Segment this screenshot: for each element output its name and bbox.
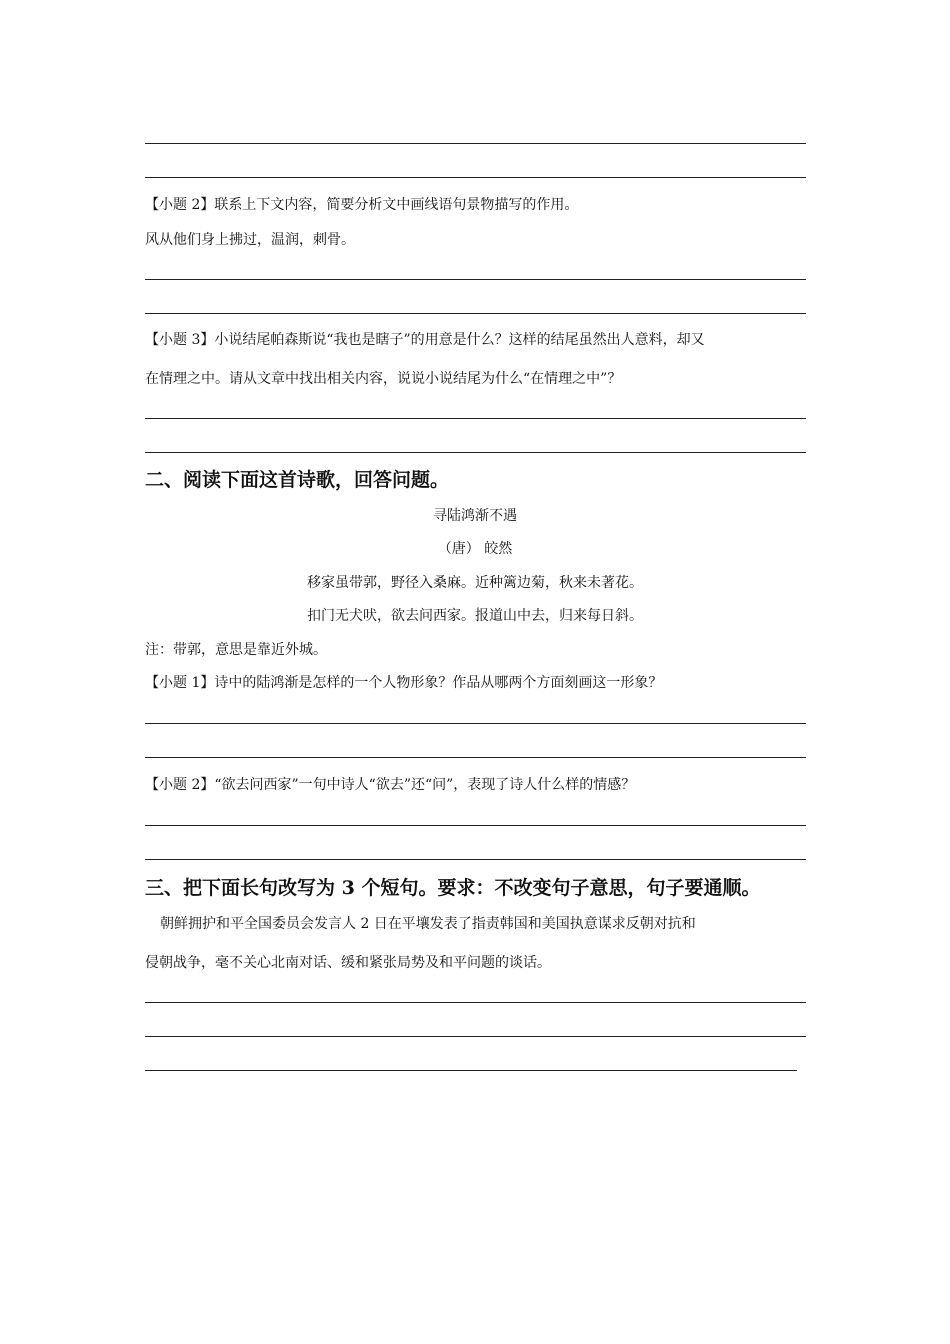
answer-line [145, 418, 806, 419]
poem-author: （唐） 皎然 [437, 541, 513, 557]
question-2-quote: 风从他们身上拂过，温润，刺骨。 [145, 232, 355, 248]
answer-line [145, 757, 806, 758]
answer-line [145, 1002, 806, 1003]
question-3-prompt-line-1: 【小题 3】小说结尾帕森斯说“我也是瞎子”的用意是什么？这样的结尾虽然出人意料，却又 [145, 332, 705, 348]
answer-line [145, 1036, 806, 1037]
answer-line [145, 825, 806, 826]
sentence-paragraph-line-1: 朝鲜拥护和平全国委员会发言人 2 日在平壤发表了指责韩国和美国执意谋求反朝对抗和 [160, 916, 696, 932]
section-3-heading: 三、把下面长句改写为 3 个短句。要求：不改变句子意思，句子要通顺。 [145, 877, 761, 899]
answer-line [145, 143, 806, 144]
answer-line [145, 177, 806, 178]
answer-line [145, 859, 806, 860]
poem-line-2: 扣门无犬吠，欲去问西家。报道山中去，归来每日斜。 [307, 608, 643, 624]
poem-question-2: 【小题 2】“欲去问西家”一句中诗人“欲去”还“问”，表现了诗人什么样的情感？ [145, 777, 636, 793]
section-2-heading: 二、阅读下面这首诗歌，回答问题。 [145, 469, 450, 491]
answer-line [145, 1070, 797, 1071]
answer-line [145, 452, 806, 453]
poem-question-1: 【小题 1】诗中的陆鸿渐是怎样的一个人物形象？作品从哪两个方面刻画这一形象？ [145, 675, 663, 691]
sentence-paragraph-line-2: 侵朝战争，毫不关心北南对话、缓和紧张局势及和平问题的谈话。 [145, 955, 551, 971]
poem-title: 寻陆鸿渐不遇 [433, 508, 517, 524]
answer-line [145, 279, 806, 280]
poem-note: 注：带郭，意思是靠近外城。 [145, 642, 327, 658]
question-2-prompt: 【小题 2】联系上下文内容，简要分析文中画线语句景物描写的作用。 [145, 197, 579, 213]
poem-line-1: 移家虽带郭，野径入桑麻。近种篱边菊，秋来未著花。 [307, 575, 643, 591]
answer-line [145, 723, 806, 724]
question-3-prompt-line-2: 在情理之中。请从文章中找出相关内容，说说小说结尾为什么“在情理之中”？ [145, 371, 622, 387]
answer-line [145, 313, 806, 314]
